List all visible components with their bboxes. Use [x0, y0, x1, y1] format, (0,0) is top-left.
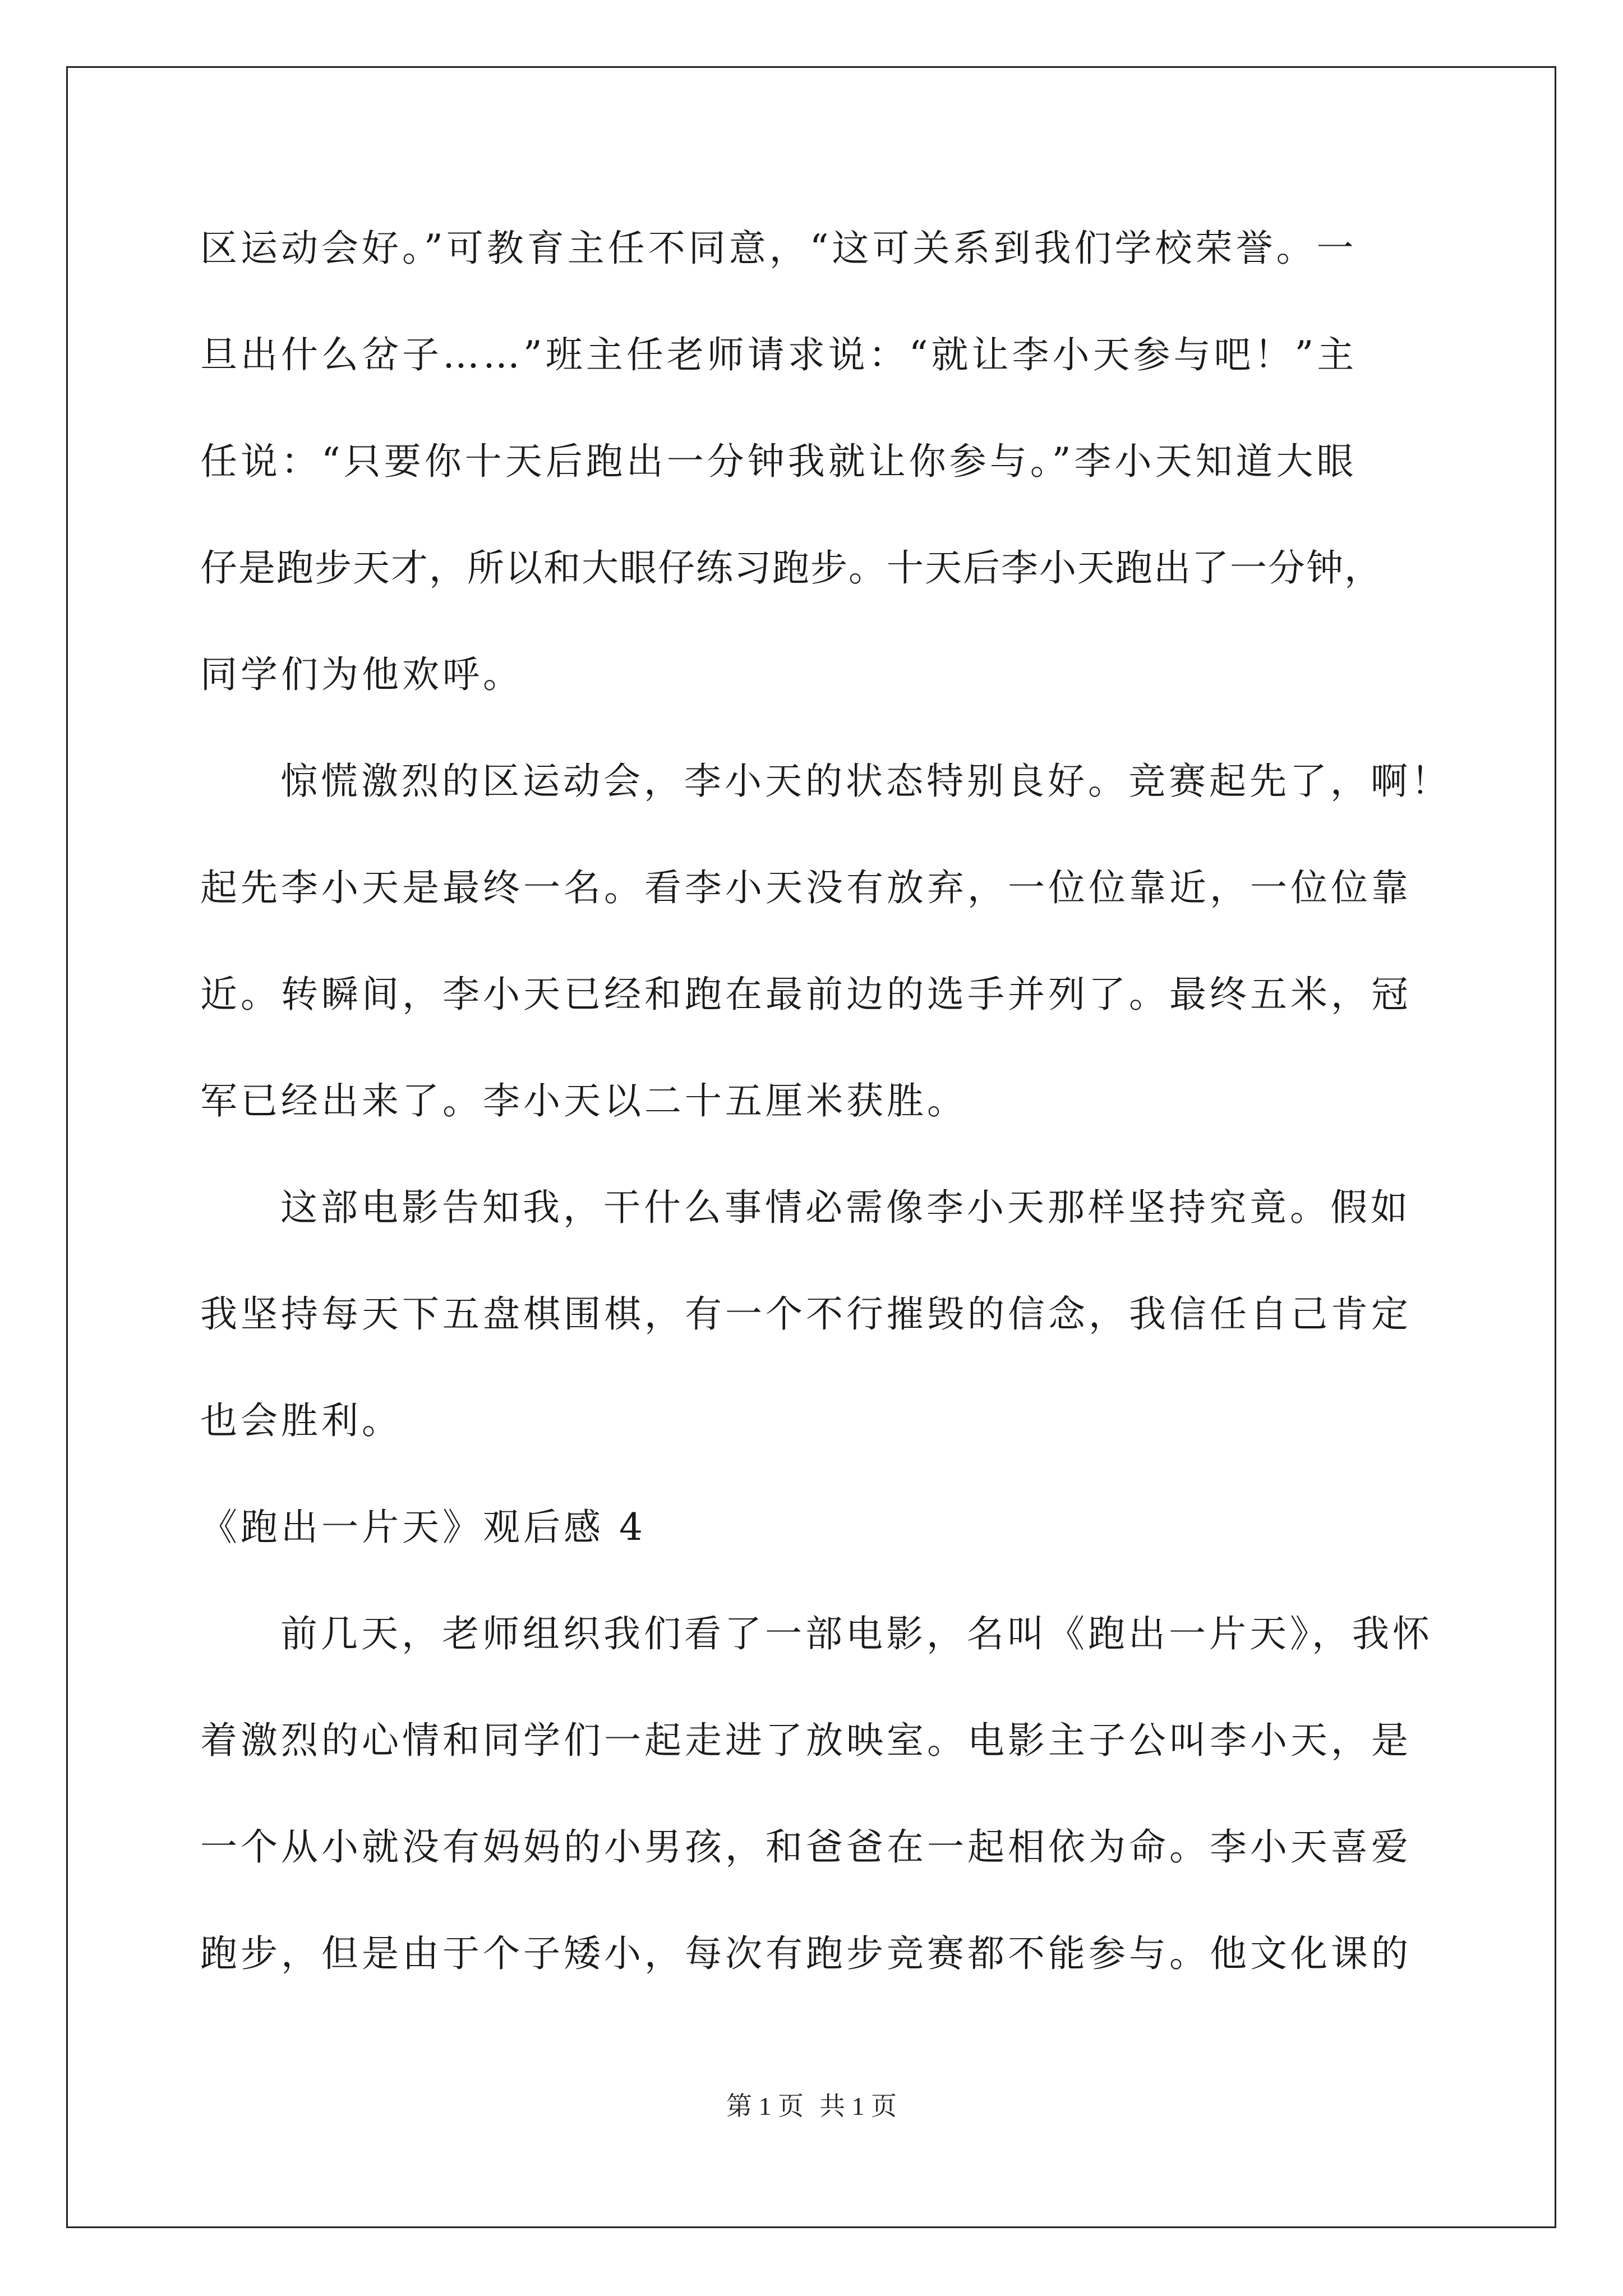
- text-line-1: 区运动会好。”可教育主任不同意，“这可关系到我们学校荣誉。一: [200, 227, 1357, 270]
- text-line-8: 近。转瞬间，李小天已经和跑在最前边的选手并列了。最终五米，冠: [200, 973, 1412, 1016]
- text-line-7: 起先李小天是最终一名。看李小天没有放弃，一位位靠近，一位位靠: [200, 866, 1412, 909]
- text-line-17: 跑步，但是由于个子矮小，每次有跑步竞赛都不能参与。他文化课的: [200, 1932, 1412, 1975]
- page-total: 共 1 页: [819, 2092, 897, 2120]
- page-border: [66, 66, 1556, 2228]
- text-line-4: 仔是跑步天才，所以和大眼仔练习跑步。十天后李小天跑出了一分钟，: [200, 546, 1382, 590]
- text-line-14: 前几天，老师组织我们看了一部电影，名叫《跑出一片天》，我怀: [280, 1612, 1433, 1655]
- section-heading: 《跑出一片天》观后感 4: [200, 1506, 646, 1549]
- page-number: 第 1 页: [726, 2092, 804, 2120]
- text-line-10: 这部电影告知我，干什么事情必需像李小天那样坚持究竟。假如: [280, 1186, 1411, 1229]
- page-footer: [0, 2087, 1623, 2126]
- text-line-15: 着激烈的心情和同学们一起走进了放映室。电影主子公叫李小天，是: [200, 1719, 1412, 1762]
- text-line-9: 军已经出来了。李小天以二十五厘米获胜。: [200, 1079, 967, 1122]
- text-line-3: 任说：“只要你十天后跑出一分钟我就让你参与。”李小天知道大眼: [200, 440, 1357, 483]
- text-line-2: 旦出什么岔子……”班主任老师请求说：“就让李小天参与吧！”主: [200, 333, 1358, 376]
- text-line-16: 一个从小就没有妈妈的小男孩，和爸爸在一起相依为命。李小天喜爱: [200, 1825, 1412, 1869]
- text-line-12: 也会胜利。: [200, 1399, 402, 1442]
- text-line-6: 惊慌激烈的区运动会，李小天的状态特别良好。竞赛起先了，啊！: [280, 760, 1451, 803]
- text-line-5: 同学们为他欢呼。: [200, 653, 523, 696]
- text-line-11: 我坚持每天下五盘棋围棋，有一个不行摧毁的信念，我信任自己肯定: [200, 1292, 1412, 1336]
